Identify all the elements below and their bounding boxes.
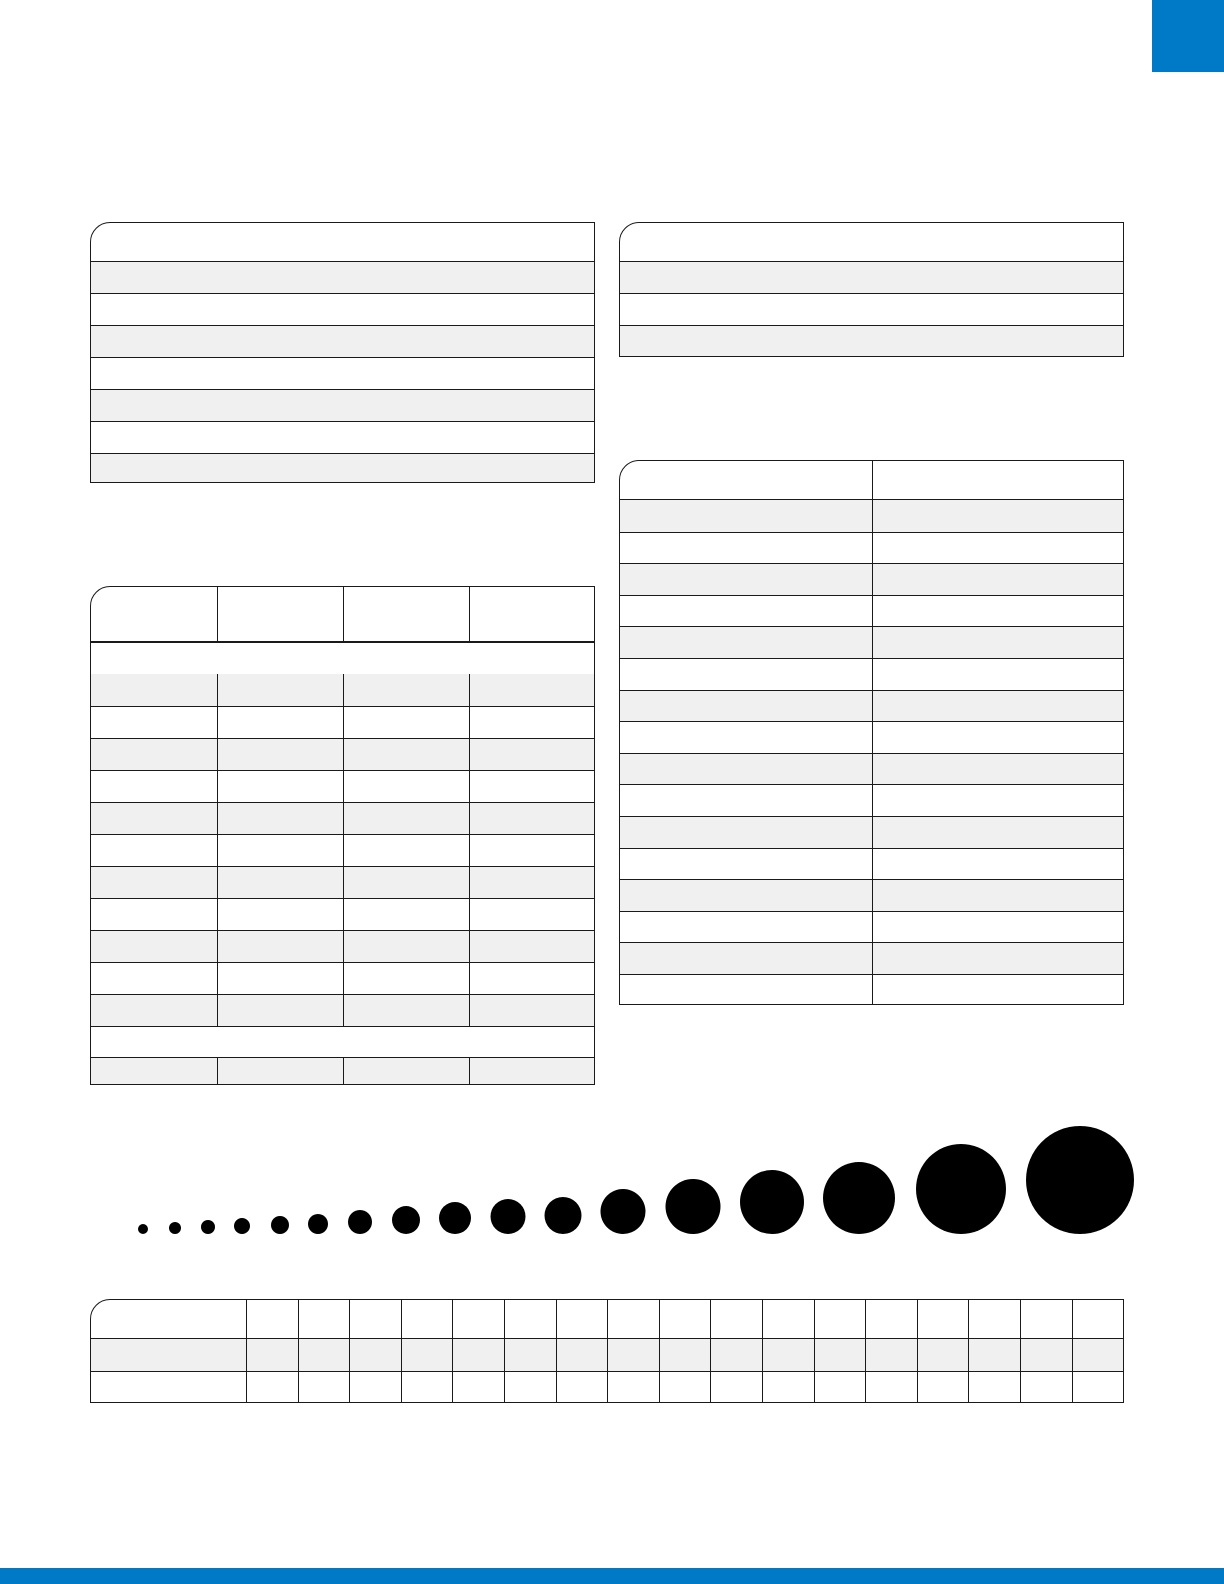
table-row bbox=[91, 994, 594, 1026]
table-mid-right bbox=[619, 460, 1124, 1005]
table-section-cell bbox=[91, 643, 594, 674]
table-cell bbox=[917, 1339, 969, 1371]
table-cell bbox=[452, 1372, 504, 1403]
table-cell bbox=[620, 817, 872, 848]
table-cell bbox=[504, 1372, 556, 1403]
table-cell bbox=[762, 1339, 814, 1371]
table-cell bbox=[343, 674, 469, 706]
table-row bbox=[91, 930, 594, 962]
table-header-cell bbox=[872, 461, 1123, 499]
table-cell bbox=[917, 1372, 969, 1403]
table-header-cell bbox=[607, 1300, 659, 1338]
table-row bbox=[91, 674, 594, 706]
table-cell bbox=[217, 931, 343, 962]
table-cell bbox=[872, 596, 1123, 627]
table-row bbox=[91, 421, 594, 453]
table-header-cell bbox=[620, 461, 872, 499]
table-header-cell bbox=[469, 587, 594, 641]
table-cell bbox=[91, 995, 217, 1026]
table-cell bbox=[872, 691, 1123, 722]
table-row bbox=[91, 898, 594, 930]
table-cell bbox=[872, 722, 1123, 753]
table-cell bbox=[620, 500, 872, 532]
table-cell bbox=[343, 867, 469, 898]
table-header-cell bbox=[556, 1300, 608, 1338]
table-cell bbox=[872, 849, 1123, 880]
table-cell bbox=[659, 1372, 711, 1403]
table-header-row bbox=[620, 223, 1123, 261]
footer-bar bbox=[0, 1568, 1224, 1584]
table-cell bbox=[607, 1339, 659, 1371]
table-cell bbox=[872, 880, 1123, 911]
scale-dot-12 bbox=[601, 1189, 646, 1234]
table-header-cell bbox=[91, 1300, 246, 1338]
table-cell bbox=[298, 1339, 350, 1371]
scale-dot-9 bbox=[439, 1202, 471, 1234]
table-cell bbox=[1020, 1372, 1072, 1403]
table-cell bbox=[349, 1372, 401, 1403]
scale-dot-3 bbox=[201, 1220, 215, 1234]
table-section-row bbox=[91, 642, 594, 674]
table-cell bbox=[872, 975, 1123, 1005]
table-row bbox=[620, 325, 1123, 357]
table-cell bbox=[91, 262, 594, 293]
table-row bbox=[620, 563, 1123, 595]
scale-dot-17 bbox=[1026, 1126, 1134, 1234]
table-row bbox=[91, 357, 594, 389]
table-header-cell bbox=[710, 1300, 762, 1338]
table-cell bbox=[452, 1339, 504, 1371]
table-cell bbox=[343, 899, 469, 930]
table-header-cell bbox=[343, 587, 469, 641]
table-cell bbox=[343, 739, 469, 770]
table-header-cell bbox=[246, 1300, 298, 1338]
table-cell bbox=[91, 803, 217, 834]
table-cell bbox=[298, 1372, 350, 1403]
table-cell bbox=[91, 739, 217, 770]
table-bottom bbox=[90, 1299, 1124, 1403]
table-cell bbox=[1020, 1339, 1072, 1371]
table-cell bbox=[620, 326, 1123, 357]
table-cell bbox=[91, 326, 594, 357]
table-header-cell bbox=[814, 1300, 866, 1338]
table-cell bbox=[343, 995, 469, 1026]
table-cell bbox=[343, 1058, 469, 1085]
table-cell bbox=[620, 691, 872, 722]
scale-dot-4 bbox=[234, 1218, 250, 1234]
table-cell bbox=[246, 1339, 298, 1371]
table-row bbox=[620, 293, 1123, 325]
table-cell bbox=[91, 294, 594, 325]
table-row bbox=[91, 389, 594, 421]
table-cell bbox=[217, 899, 343, 930]
table-row bbox=[620, 753, 1123, 785]
table-cell bbox=[659, 1339, 711, 1371]
table-cell bbox=[469, 995, 594, 1026]
table-cell bbox=[620, 943, 872, 974]
table-header-row bbox=[91, 223, 594, 261]
table-cell bbox=[343, 931, 469, 962]
table-cell bbox=[217, 835, 343, 866]
table-cell bbox=[872, 564, 1123, 595]
table-cell bbox=[620, 880, 872, 911]
table-cell bbox=[968, 1372, 1020, 1403]
table-cell bbox=[620, 912, 872, 943]
table-cell bbox=[872, 817, 1123, 848]
table-cell bbox=[469, 739, 594, 770]
table-cell bbox=[620, 533, 872, 564]
table-cell bbox=[469, 803, 594, 834]
table-cell bbox=[217, 771, 343, 802]
table-row bbox=[91, 1058, 594, 1085]
scale-dot-14 bbox=[740, 1170, 804, 1234]
table-cell bbox=[710, 1372, 762, 1403]
table-cell bbox=[217, 867, 343, 898]
table-row bbox=[620, 626, 1123, 658]
table-cell bbox=[872, 500, 1123, 532]
table-header-cell bbox=[762, 1300, 814, 1338]
table-cell bbox=[469, 835, 594, 866]
table-row bbox=[91, 1371, 1123, 1403]
scale-dot-1 bbox=[138, 1224, 148, 1234]
table-cell bbox=[620, 294, 1123, 325]
scale-dot-15 bbox=[823, 1162, 895, 1234]
table-cell bbox=[968, 1339, 1020, 1371]
table-cell bbox=[349, 1339, 401, 1371]
table-row bbox=[620, 595, 1123, 627]
table-cell bbox=[872, 943, 1123, 974]
table-cell bbox=[469, 674, 594, 706]
table-header-row bbox=[91, 587, 594, 642]
table-row bbox=[91, 738, 594, 770]
table-mid-left bbox=[90, 586, 595, 1085]
table-cell bbox=[814, 1339, 866, 1371]
table-section-row bbox=[91, 1026, 594, 1058]
scale-dot-13 bbox=[666, 1179, 721, 1234]
table-cell bbox=[814, 1372, 866, 1403]
table-cell bbox=[872, 659, 1123, 690]
table-cell bbox=[91, 771, 217, 802]
table-cell bbox=[217, 995, 343, 1026]
table-cell bbox=[343, 835, 469, 866]
table-cell bbox=[865, 1339, 917, 1371]
table-header-cell bbox=[452, 1300, 504, 1338]
table-header-row bbox=[91, 1300, 1123, 1338]
table-cell bbox=[556, 1339, 608, 1371]
table-cell bbox=[217, 739, 343, 770]
table-cell bbox=[91, 422, 594, 453]
table-cell bbox=[469, 899, 594, 930]
scale-dot-6 bbox=[308, 1214, 328, 1234]
table-header-cell bbox=[659, 1300, 711, 1338]
table-cell bbox=[872, 912, 1123, 943]
table-row bbox=[620, 816, 1123, 848]
table-cell bbox=[620, 785, 872, 816]
table-cell bbox=[469, 707, 594, 738]
table-row bbox=[620, 848, 1123, 880]
table-row bbox=[91, 770, 594, 802]
table-row bbox=[620, 690, 1123, 722]
corner-tab bbox=[1152, 0, 1224, 72]
table-cell bbox=[246, 1372, 298, 1403]
scale-dot-2 bbox=[169, 1222, 181, 1234]
table-cell bbox=[91, 707, 217, 738]
table-top-right bbox=[619, 222, 1124, 357]
table-cell bbox=[91, 899, 217, 930]
table-header-cell bbox=[349, 1300, 401, 1338]
table-cell bbox=[620, 754, 872, 785]
table-cell bbox=[1072, 1339, 1124, 1371]
table-cell bbox=[343, 963, 469, 994]
table-cell bbox=[343, 771, 469, 802]
table-cell bbox=[401, 1339, 453, 1371]
table-cell bbox=[620, 849, 872, 880]
table-cell bbox=[401, 1372, 453, 1403]
table-header-cell bbox=[401, 1300, 453, 1338]
table-row bbox=[620, 879, 1123, 911]
table-header-cell bbox=[298, 1300, 350, 1338]
table-cell bbox=[620, 564, 872, 595]
table-row bbox=[91, 325, 594, 357]
table-header-cell bbox=[91, 223, 594, 261]
table-cell bbox=[91, 454, 594, 483]
table-header-cell bbox=[620, 223, 1123, 261]
table-cell bbox=[872, 627, 1123, 658]
table-cell bbox=[217, 963, 343, 994]
table-cell bbox=[710, 1339, 762, 1371]
table-header-cell bbox=[968, 1300, 1020, 1338]
table-cell bbox=[217, 1058, 343, 1085]
table-cell bbox=[469, 1058, 594, 1085]
table-cell bbox=[620, 659, 872, 690]
table-header-cell bbox=[217, 587, 343, 641]
scale-dot-8 bbox=[392, 1206, 420, 1234]
table-row-label bbox=[91, 1339, 246, 1371]
table-row bbox=[91, 706, 594, 738]
table-cell bbox=[217, 674, 343, 706]
table-cell bbox=[607, 1372, 659, 1403]
table-row bbox=[91, 866, 594, 898]
table-cell bbox=[762, 1372, 814, 1403]
table-row bbox=[620, 261, 1123, 293]
table-row bbox=[91, 261, 594, 293]
table-cell bbox=[872, 754, 1123, 785]
table-cell bbox=[556, 1372, 608, 1403]
scale-dot-7 bbox=[348, 1210, 372, 1234]
table-cell bbox=[343, 803, 469, 834]
table-top-left bbox=[90, 222, 595, 483]
table-cell bbox=[469, 931, 594, 962]
table-cell bbox=[620, 722, 872, 753]
table-cell bbox=[91, 931, 217, 962]
table-cell bbox=[620, 627, 872, 658]
table-cell bbox=[504, 1339, 556, 1371]
table-cell bbox=[91, 1058, 217, 1085]
table-section-cell bbox=[91, 1027, 594, 1057]
table-row bbox=[620, 974, 1123, 1005]
table-row bbox=[91, 802, 594, 834]
table-row bbox=[620, 500, 1123, 532]
table-cell bbox=[343, 707, 469, 738]
table-row bbox=[620, 911, 1123, 943]
table-cell bbox=[91, 867, 217, 898]
scale-dot-16 bbox=[916, 1144, 1006, 1234]
table-header-cell bbox=[917, 1300, 969, 1338]
table-row bbox=[91, 293, 594, 325]
table-row-label bbox=[91, 1372, 246, 1403]
scale-dot-11 bbox=[545, 1197, 582, 1234]
table-cell bbox=[91, 390, 594, 421]
table-cell bbox=[469, 771, 594, 802]
table-row bbox=[620, 784, 1123, 816]
table-cell bbox=[1072, 1372, 1124, 1403]
table-header-cell bbox=[504, 1300, 556, 1338]
table-cell bbox=[91, 835, 217, 866]
table-cell bbox=[469, 867, 594, 898]
table-header-row bbox=[620, 461, 1123, 500]
table-cell bbox=[91, 674, 217, 706]
table-cell bbox=[91, 358, 594, 389]
table-header-cell bbox=[91, 587, 217, 641]
table-cell bbox=[865, 1372, 917, 1403]
table-header-cell bbox=[1072, 1300, 1124, 1338]
table-header-cell bbox=[865, 1300, 917, 1338]
table-row bbox=[620, 532, 1123, 564]
table-row bbox=[91, 1338, 1123, 1371]
table-cell bbox=[91, 963, 217, 994]
table-cell bbox=[872, 533, 1123, 564]
table-cell bbox=[217, 803, 343, 834]
table-cell bbox=[469, 963, 594, 994]
scale-dot-10 bbox=[491, 1199, 526, 1234]
table-row bbox=[91, 453, 594, 483]
table-row bbox=[620, 721, 1123, 753]
table-row bbox=[620, 942, 1123, 974]
table-cell bbox=[620, 975, 872, 1005]
table-row bbox=[91, 962, 594, 994]
table-cell bbox=[620, 596, 872, 627]
table-row bbox=[91, 834, 594, 866]
table-cell bbox=[872, 785, 1123, 816]
table-row bbox=[620, 658, 1123, 690]
table-cell bbox=[217, 707, 343, 738]
scale-dot-5 bbox=[271, 1216, 289, 1234]
table-cell bbox=[620, 262, 1123, 293]
dot-size-scale bbox=[0, 1110, 1224, 1250]
table-header-cell bbox=[1020, 1300, 1072, 1338]
